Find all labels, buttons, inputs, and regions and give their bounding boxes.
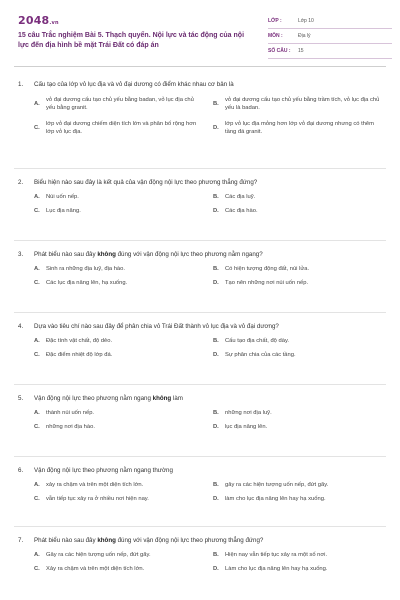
option-text: Các địa luỹ. [225,194,256,200]
option-letter: A. [34,410,40,416]
question-post: đúng với vận động nội lực theo phương thẳng đứng? [115,537,264,544]
option-d[interactable] [213,495,380,503]
option-b[interactable] [213,551,380,559]
option-text: lục địa nâng lên. [225,424,268,430]
answer-options [34,193,380,215]
option-text: Xảy ra chậm và trên một diện tích lớn. [46,566,145,572]
option-letter: D. [213,424,219,430]
option-text: vỏ đại dương cấu tạo chủ yếu bằng trầm tích, vỏ lục địa chủ yếu là badan. [225,97,380,111]
option-text: những nơi địa luỹ. [225,410,272,416]
answer-options [34,481,380,503]
option-d[interactable] [213,351,380,359]
option-letter: D. [213,208,219,214]
option-text: Sự phân chia của các tầng. [225,352,296,358]
option-letter: D. [213,352,219,358]
question-pre: Dựa vào tiêu chí nào sau đây để phân chia vỏ Trái Đất thành vỏ lục địa và vỏ đại dương? [34,323,279,330]
option-d[interactable] [213,207,380,215]
answer-options [34,337,380,359]
question-pre: Phát biểu nào sau đây [34,251,98,258]
option-b[interactable] [213,193,380,201]
option-c[interactable] [34,207,201,215]
answer-options [34,551,380,573]
option-text: Tạo nên những nơi núi uốn nếp. [225,280,309,286]
question-number: 6. [18,467,24,474]
option-a[interactable] [34,95,201,113]
option-text: xảy ra chậm và trên một diện tích lớn. [46,482,144,488]
option-letter: B. [213,101,219,107]
question-5 [18,394,380,431]
option-c[interactable] [34,119,201,137]
option-text: Đặc tính vật chất, độ dẻo. [46,338,113,344]
question-1 [18,80,380,137]
option-text: lớp vỏ đại dương chiếm diện tích lớn và phân bố rộng hơn lớp vỏ lục địa. [46,121,197,135]
option-letter: A. [34,338,40,344]
answer-options [34,95,380,137]
option-text: những nơi địa hào. [46,424,95,430]
question-text [18,394,380,403]
logo-text: 2048 [18,14,50,27]
option-letter: C. [34,566,40,572]
question-divider [14,312,386,313]
question-6 [18,466,380,503]
question-emphasis: không [152,395,172,402]
document-title: 15 câu Trắc nghiệm Bài 5. Thạch quyển. Nội lực và tác động của nội lực đến địa hình bề mặt Trái Đất có đáp án [18,32,245,49]
option-letter: A. [34,552,40,558]
option-letter: B. [213,194,219,200]
option-letter: A. [34,266,40,272]
question-divider [14,456,386,457]
option-text: Đặc điểm nhiệt độ lớp đá. [46,352,113,358]
question-number: 4. [18,323,24,330]
meta-key: MÔN : [268,33,283,39]
header-divider [14,66,386,67]
question-body [34,536,263,545]
option-letter: B. [213,338,219,344]
option-b[interactable] [213,95,380,113]
meta-row-class [268,14,392,29]
question-divider [14,526,386,527]
option-letter: D. [213,125,219,131]
option-d[interactable] [213,423,380,431]
option-b[interactable] [213,409,380,417]
question-post: làm [171,395,183,402]
option-text: Lục địa nâng. [46,208,81,214]
meta-value: Lớp 10 [298,18,314,24]
option-text: Hiện nay vẫn tiếp tục xảy ra một số nơi. [225,552,328,558]
meta-value: Địa lý [298,33,311,39]
question-emphasis: không [97,537,116,544]
question-pre: Cấu tạo của lớp vỏ lục địa và vỏ đại dương có điểm khác nhau cơ bản là [34,81,234,88]
logo-suffix: .vn [49,20,59,26]
option-letter: D. [213,566,219,572]
option-text: Có hiện tượng động đất, núi lửa. [225,266,310,272]
option-d[interactable] [213,565,380,573]
question-post: đúng với vận động nội lực theo phương nằm ngang? [115,251,263,258]
question-emphasis: không [97,251,116,258]
question-number: 2. [18,179,24,186]
question-pre: Vận động nội lực theo phương nằm ngang thường [34,467,173,474]
option-letter: C. [34,352,40,358]
question-number: 1. [18,81,24,88]
option-letter: A. [34,482,40,488]
question-text [18,250,380,259]
option-a[interactable] [34,481,201,489]
option-text: Gây ra các hiện tượng uốn nếp, đứt gãy. [46,552,151,558]
option-letter: C. [34,208,40,214]
option-b[interactable] [213,481,380,489]
question-number: 3. [18,251,24,258]
question-pre: Phát biểu nào sau đây [34,537,98,544]
meta-row-subject [268,29,392,44]
option-text: gây ra các hiện tượng uốn nếp, đứt gãy. [225,482,329,488]
question-body [34,322,279,331]
question-3 [18,250,380,287]
option-text: vẫn tiếp tục xảy ra ở nhiều nơi hiện nay. [46,496,149,502]
option-text: làm cho lục địa nâng lên hay hạ xuống. [225,496,326,502]
option-text: thành núi uốn nếp. [46,410,95,416]
meta-key: LỚP : [268,18,282,24]
question-divider [14,168,386,169]
option-letter: B. [213,266,219,272]
option-letter: C. [34,280,40,286]
question-divider [14,384,386,385]
option-d[interactable] [213,279,380,287]
option-c[interactable] [34,495,201,503]
option-d[interactable] [213,119,380,137]
option-letter: C. [34,125,40,131]
meta-row-count [268,44,392,59]
option-letter: B. [213,482,219,488]
question-body [34,466,173,475]
question-body [34,80,234,89]
option-letter: B. [213,410,219,416]
option-a[interactable] [34,265,201,273]
option-a[interactable] [34,337,201,345]
answer-options [34,409,380,431]
option-letter: D. [213,496,219,502]
option-text: vỏ đại dương cấu tạo chủ yếu bằng badan, vỏ lục địa chủ yếu bằng granit. [46,97,194,111]
question-4 [18,322,380,359]
meta-value: 15 [298,48,304,54]
meta-key: SỐ CÂU : [268,48,291,54]
answer-options [34,265,380,287]
question-number: 5. [18,395,24,402]
option-letter: B. [213,552,219,558]
option-text: Núi uốn nếp. [46,194,79,200]
option-text: Làm cho lục địa nâng lên hay hạ xuống. [225,566,328,572]
question-text [18,466,380,475]
question-pre: Vận động nội lực theo phương nằm ngang [34,395,153,402]
question-2 [18,178,380,215]
question-body [34,250,263,259]
question-divider [14,240,386,241]
option-a[interactable] [34,193,201,201]
option-text: Các địa hào. [225,208,258,214]
option-b[interactable] [213,337,380,345]
question-text [18,322,380,331]
question-text [18,536,380,545]
question-text [18,80,380,89]
option-letter: A. [34,194,40,200]
option-a[interactable] [34,409,201,417]
option-a[interactable] [34,551,201,559]
option-b[interactable] [213,265,380,273]
option-letter: C. [34,496,40,502]
question-pre: Biểu hiện nào sau đây là kết quả của vận động nội lực theo phương thẳng đứng? [34,179,258,186]
question-7 [18,536,380,573]
option-text: Các lục địa nâng lên, hạ xuống. [46,280,128,286]
document-meta [268,14,392,59]
option-text: Sinh ra những địa luỹ, địa hào. [46,266,125,272]
question-body [34,394,183,403]
option-c[interactable] [34,565,201,573]
question-number: 7. [18,537,24,544]
option-letter: C. [34,424,40,430]
question-text [18,178,380,187]
option-c[interactable] [34,423,201,431]
option-c[interactable] [34,279,201,287]
option-letter: A. [34,101,40,107]
header [18,14,388,58]
option-c[interactable] [34,351,201,359]
question-body [34,178,257,187]
option-text: Cấu tạo địa chất, độ dày. [225,338,290,344]
site-logo[interactable] [18,14,59,27]
option-letter: D. [213,280,219,286]
option-text: lớp vỏ lục địa mỏng hơn lớp vỏ đại dương nhưng có thêm tầng đá granit. [225,121,374,135]
